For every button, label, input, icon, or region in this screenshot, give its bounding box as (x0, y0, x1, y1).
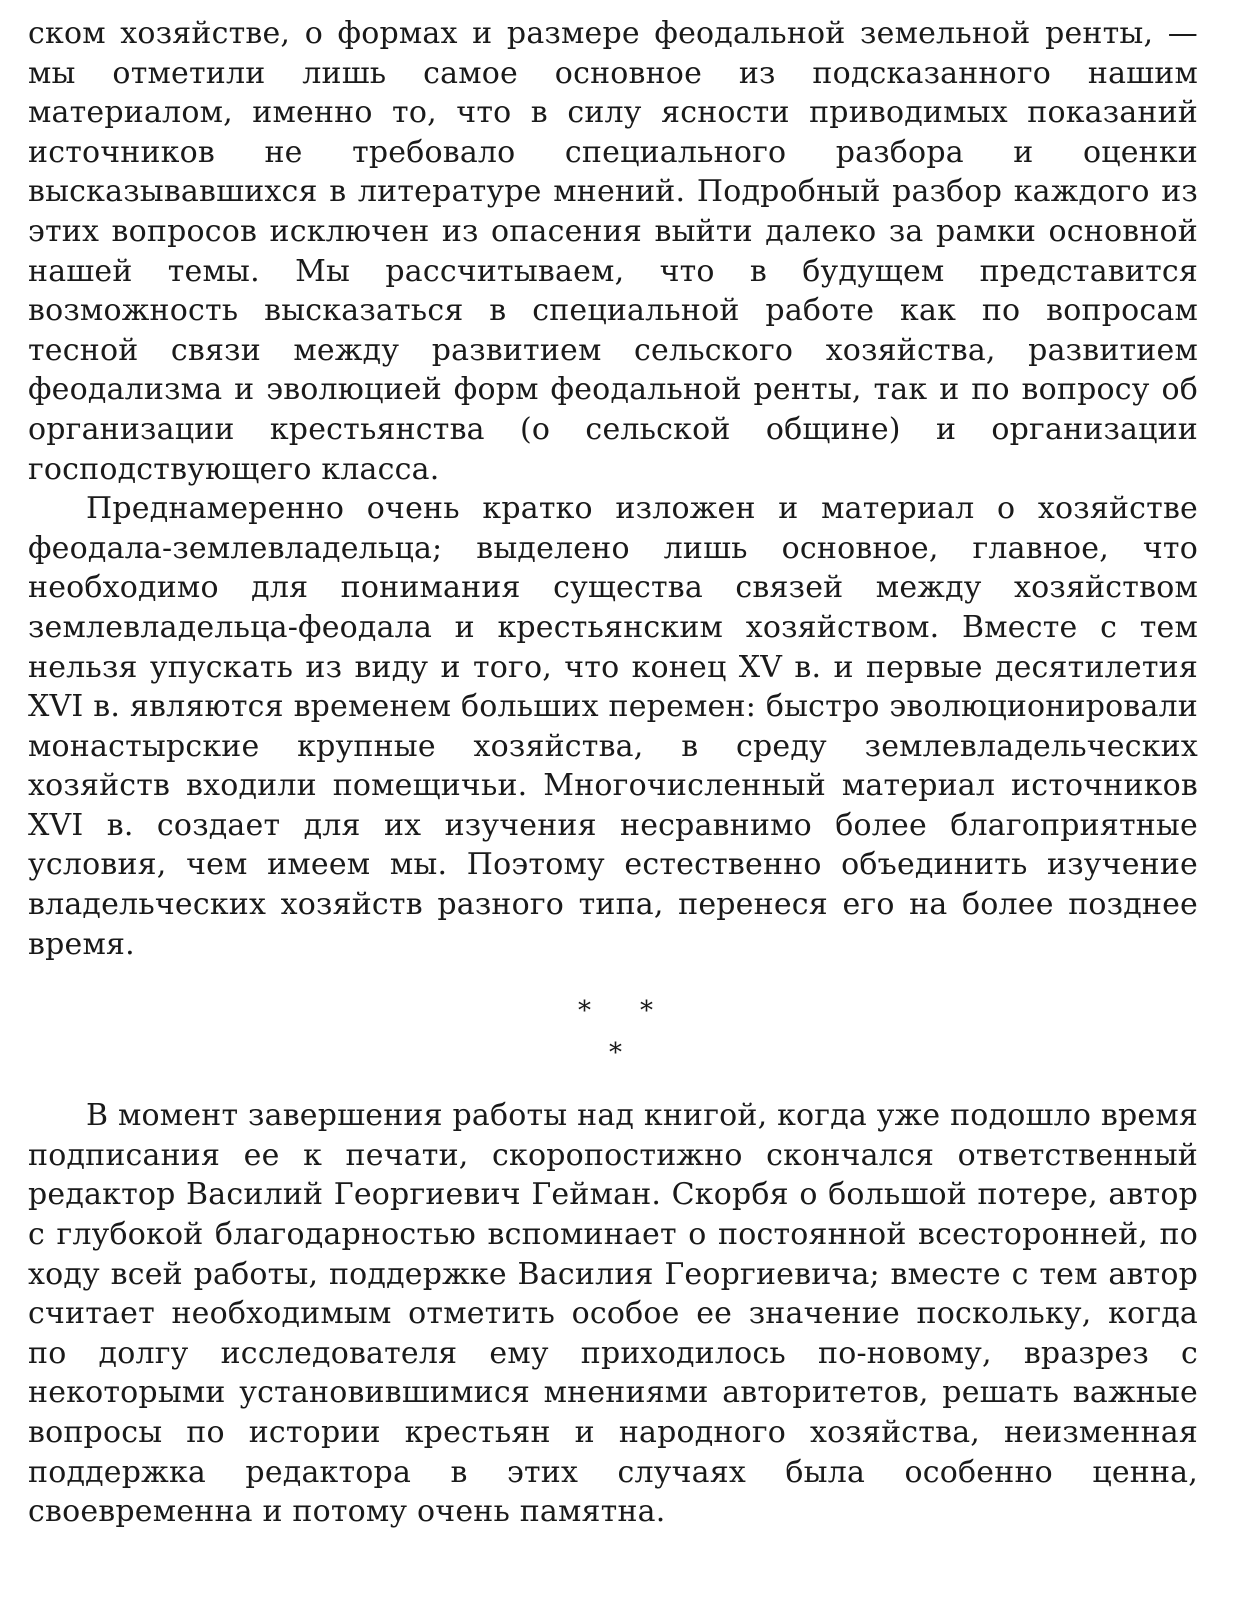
paragraph-continued: ском хозяйстве, о формах и размере феодальной земельной ренты, — мы отметили лишь самое основное из подсказанного нашим материалом, именно то, что в силу ясности приводимых показаний источников не требовало специального разбора и оценки высказывавшихся в литературе мнений. Подробный разбор каждого из этих вопросов исключен из опасения выйти далеко за рамки основной нашей темы. Мы рассчитываем, что в будущем представится возможность высказаться в специальной работе как по вопросам тесной связи между развитием сельского хозяйства, развитием феодализма и эволюцией форм феодальной ренты, так и по вопросу об организации крестьянства (о сельской общине) и организации господствующего класса. (28, 16, 1198, 487)
asterism-star: * (640, 996, 653, 1027)
paragraph-feudal-economy: Преднамеренно очень кратко изложен и материал о хозяйстве феодала-землевладельца; выделено лишь основное, главное, что необходимо для понимания существа связей между хозяйством землевладельца-феодала и крестьянским хозяйством. Вместе с тем нельзя упускать из виду и того, что конец XV в. и первые десятилетия XVI в. являются временем больших перемен: быстро эволюционировали монастырские крупные хозяйства, в среду землевладельческих хозяйств входили помещичьи. Многочисленный материал источников XVI в. создает для их изучения несравнимо более благоприятные условия, чем имеем мы. Поэтому естественно объединить изучение владельческих хозяйств разного типа, перенеся его на более позднее время. (28, 491, 1198, 962)
asterism-star: * (578, 996, 591, 1027)
asterism-star: * (609, 1038, 622, 1069)
section-divider-asterism (28, 998, 1198, 1080)
paragraph-editor-tribute: В момент завершения работы над книгой, когда уже подошло время подписания ее к печати, скоропостижно скончался ответственный редактор Василий Георгиевич Гейман. Скорбя о большой потере, автор с глубокой благодарностью вспоминает о постоянной всесторонней, по ходу всей работы, поддержке Василия Георгиевича; вместе с тем автор считает необходимым отметить особое ее значение поскольку, когда по долгу исследователя ему приходилось по-новому, вразрез с некоторыми установившимися мнениями авторитетов, решать важные вопросы по истории крестьян и народного хозяйства, неизменная поддержка редактора в этих случаях была особенно ценна, своевременна и потому очень памятна. (28, 1098, 1198, 1530)
book-page (28, 14, 1198, 1532)
